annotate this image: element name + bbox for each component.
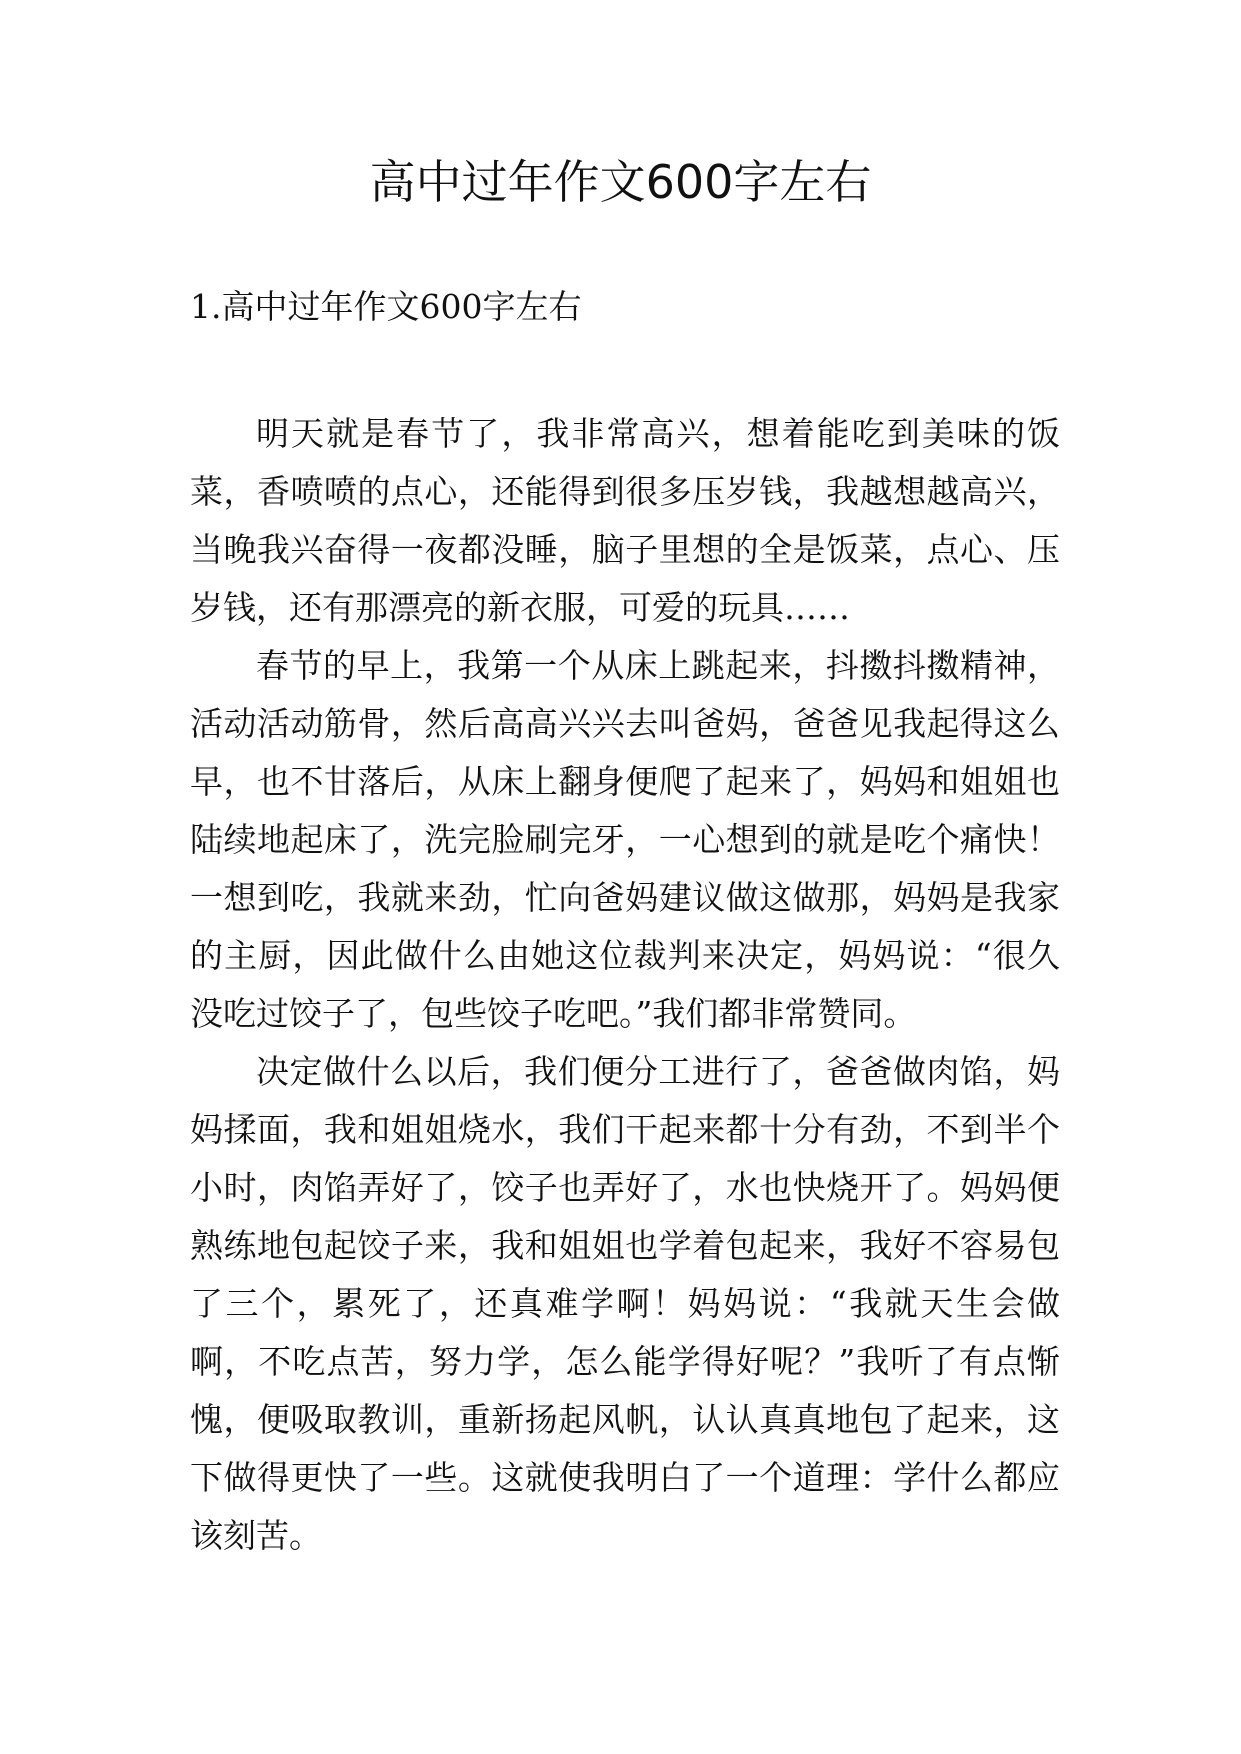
section-heading: 1.高中过年作文600字左右 [190,287,582,326]
paragraph: 春节的早上，我第一个从床上跳起来，抖擞抖擞精神，活动活动筋骨，然后高高兴兴去叫爸妈，爸爸见我起得这么早，也不甘落后，从床上翻身便爬了起来了，妈妈和姐姐也陆续地起床了，洗完脸刷完牙，一心想到的就是吃个痛快！一想到吃，我就来劲，忙向爸妈建议做这做那，妈妈是我家的主厨，因此做什么由她这位裁判来决定，妈妈说：“很久没吃过饺子了，包些饺子吃吧。”我们都非常赞同。 [190,646,1060,1033]
paragraph: 决定做什么以后，我们便分工进行了，爸爸做肉馅，妈妈揉面，我和姐姐烧水，我们干起来都十分有劲，不到半个小时，肉馅弄好了，饺子也弄好了，水也快烧开了。妈妈便熟练地包起饺子来，我和姐姐也学着包起来，我好不容易包了三个，累死了，还真难学啊！妈妈说：“我就天生会做啊，不吃点苦，努力学，怎么能学得好呢？”我听了有点惭愧，便吸取教训，重新扬起风帆，认认真真地包了起来，这下做得更快了一些。这就使我明白了一个道理：学什么都应该刻苦。 [190,1052,1060,1555]
paragraph: 明天就是春节了，我非常高兴，想着能吃到美味的饭菜，香喷喷的点心，还能得到很多压岁钱，我越想越高兴，当晚我兴奋得一夜都没睡，脑子里想的全是饭菜，点心、压岁钱，还有那漂亮的新衣服，可爱的玩具…… [190,414,1060,627]
document-title: 高中过年作文600字左右 [369,155,872,209]
essay-body [190,405,1060,1565]
